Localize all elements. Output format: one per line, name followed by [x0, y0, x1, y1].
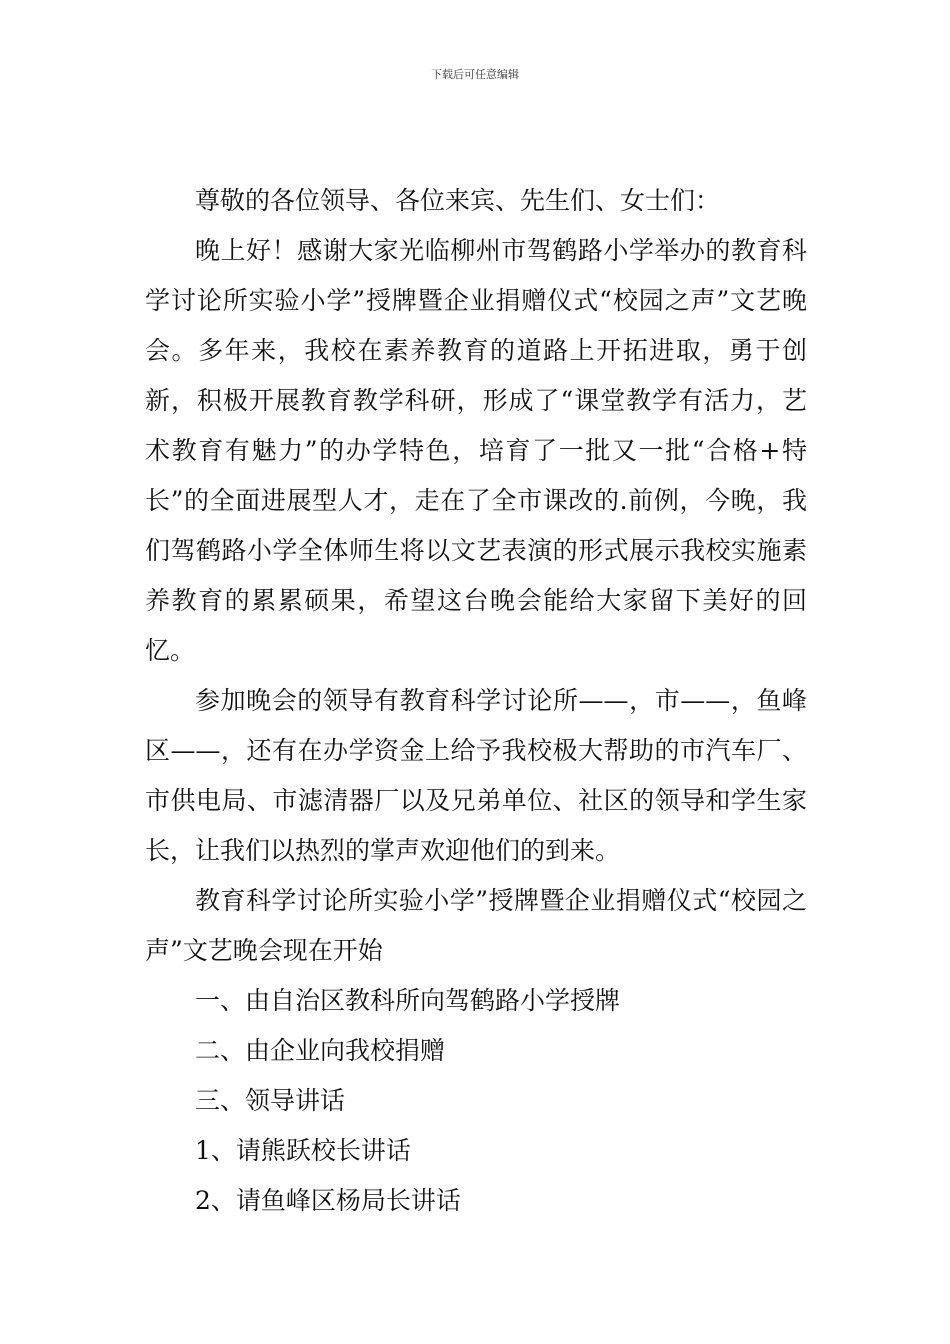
paragraph-opening: 晚上好！感谢大家光临柳州市驾鹤路小学举办的教育科学讨论所实验小学”授牌暨企业捐赠仪式“校园之声”文艺晚会。多年来，我校在素养教育的道路上开拓进取，勇于创新，积极开展教育教学科研，形成了“课堂教学有活力，艺术教育有魅力”的办学特色，培育了一批又一批“合格+特长”的全面进展型人才，走在了全市课改的.前例，今晚，我们驾鹤路小学全体师生将以文艺表演的形式展示我校实施素养教育的累累硕果，希望这台晚会能给大家留下美好的回忆。 — [145, 236, 807, 665]
list-item: 二、由企业向我校捐赠 — [195, 1036, 446, 1065]
page-header: 下载后可任意编辑 — [431, 68, 519, 81]
document-body — [145, 176, 807, 1226]
list-item: 三、领导讲话 — [195, 1086, 346, 1115]
list-item: 2、请鱼峰区杨局长讲话 — [195, 1186, 461, 1215]
paragraph-start: 教育科学讨论所实验小学”授牌暨企业捐赠仪式“校园之声”文艺晚会现在开始 — [145, 886, 807, 965]
paragraph-guests: 参加晚会的领导有教育科学讨论所——，市——，鱼峰区——，还有在办学资金上给予我校极大帮助的市汽车厂、市供电局、市滤清器厂以及兄弟单位、社区的领导和学生家长，让我们以热烈的掌声欢迎他们的到来。 — [145, 686, 807, 865]
paragraph-salutation: 尊敬的各位领导、各位来宾、先生们、女士们： — [195, 186, 721, 215]
list-item: 1、请熊跃校长讲话 — [195, 1136, 411, 1165]
list-item: 一、由自治区教科所向驾鹤路小学授牌 — [195, 986, 621, 1015]
